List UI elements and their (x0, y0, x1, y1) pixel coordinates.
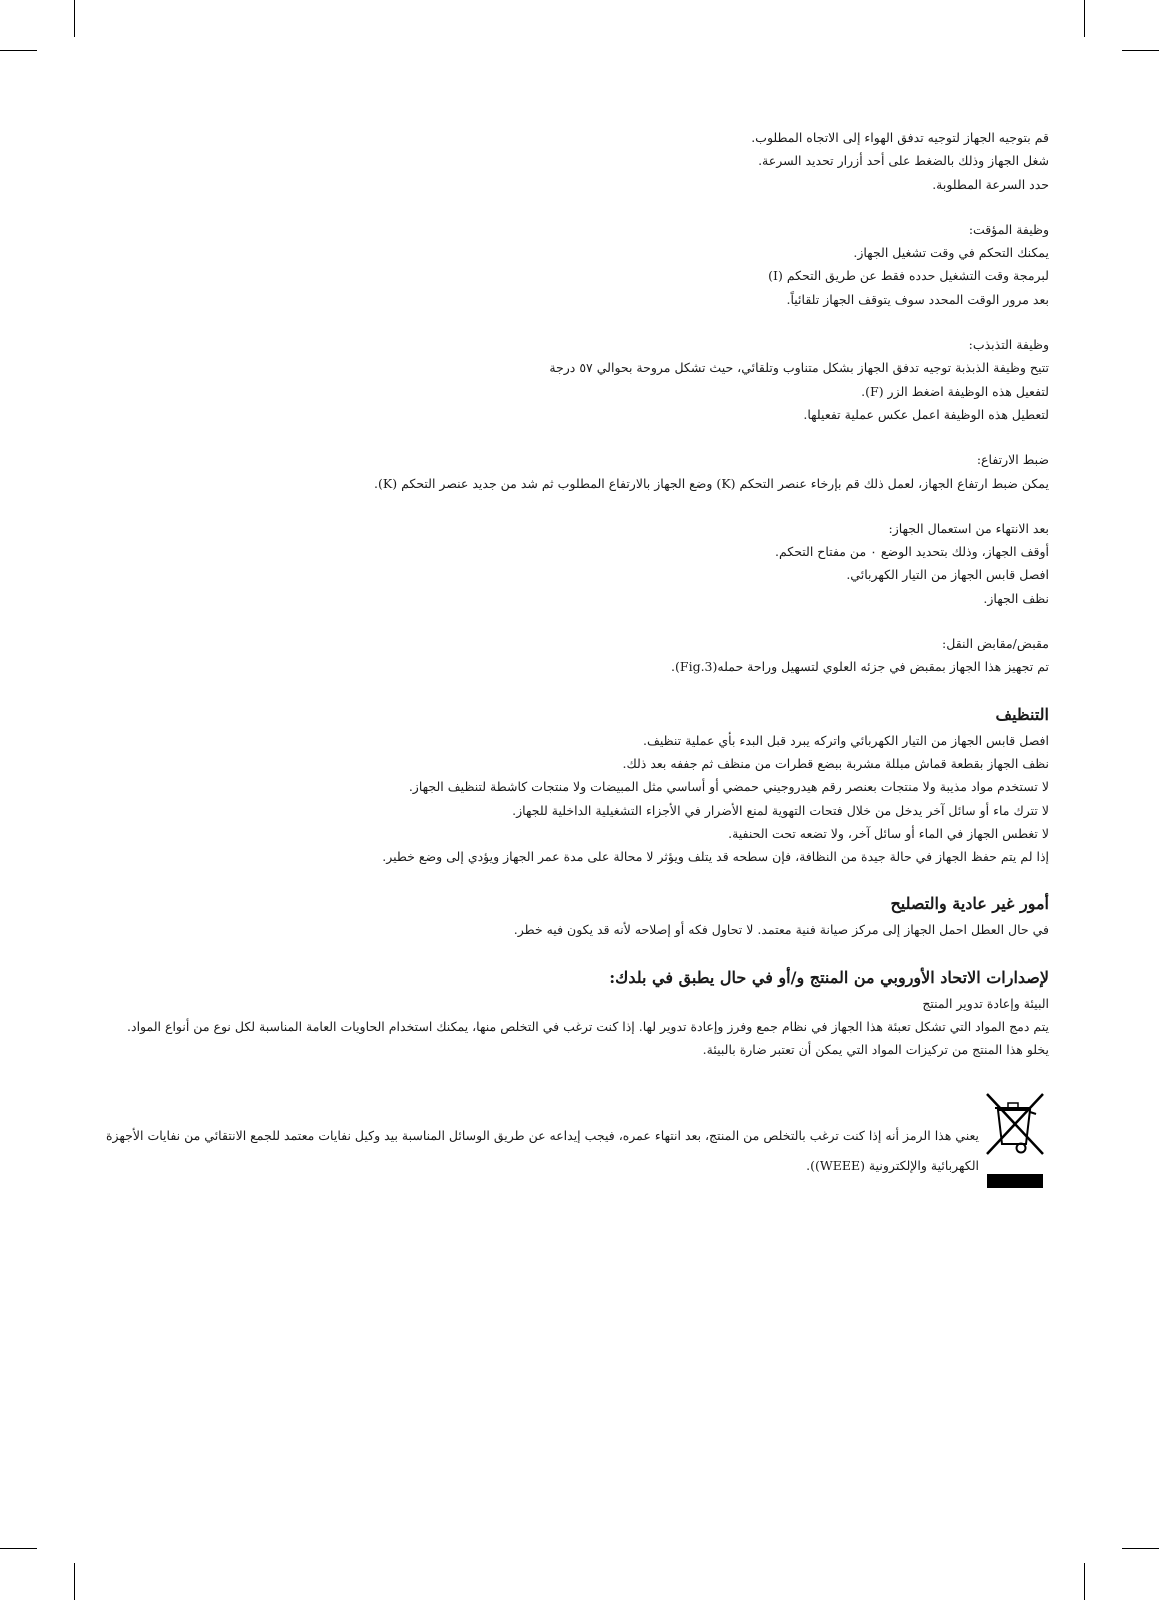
height-section (89, 448, 1049, 495)
paragraph-line: لا تترك ماء أو سائل آخر يدخل من خلال فتحات التهوية لمنع الأضرار في الأجزاء التشغيلية الداخلية للجهاز. (512, 802, 1049, 818)
timer-section (89, 218, 1049, 311)
section-title: وظيفة المؤقت: (968, 221, 1049, 237)
paragraph-line: نظف الجهاز. (983, 590, 1049, 606)
paragraph-line: تتيح وظيفة الذبذبة توجيه تدفق الجهاز بشكل متناوب وتلقائي، حيث تشكل مروحة بحوالي ٥٧ درجة (549, 360, 1049, 376)
crop-mark (1084, 1563, 1085, 1600)
paragraph-line: لا تستخدم مواد مذيبة ولا منتجات بعنصر رقم هيدروجيني حمضي أو أساسي مثل المبيضات ولا منتجات كاشطة لتنظيف الجهاز. (408, 779, 1049, 795)
paragraph-line: قم بتوجيه الجهاز لتوجيه تدفق الهواء إلى الاتجاه المطلوب. (751, 130, 1049, 145)
paragraph-line: إذا لم يتم حفظ الجهاز في حالة جيدة من النظافة، فإن سطحه قد يتلف ويؤثر لا محالة على مدة عمر الجهاز ويؤدي إلى وضع خطير. (382, 849, 1049, 865)
crossed-out-wheelie-bin-icon (981, 1088, 1049, 1196)
paragraph-line: لتعطيل هذه الوظيفة اعمل عكس عملية تفعيلها. (803, 406, 1049, 422)
after-use-section (89, 517, 1049, 610)
paragraph-line: افصل قابس الجهاز من التيار الكهربائي واتركه يبرد قبل البدء بأي عملية تنظيف. (642, 732, 1049, 748)
section-title: مقبض/مقابض النقل: (942, 636, 1049, 652)
crop-mark (74, 1563, 75, 1600)
page-content (89, 126, 1049, 1198)
paragraph-line: لا تغطس الجهاز في الماء أو سائل آخر، ولا تضعه تحت الحنفية. (728, 825, 1049, 841)
crop-mark (0, 50, 37, 51)
section-title: وظيفة التذبذب: (968, 337, 1049, 353)
paragraph-line: لتفعيل هذه الوظيفة اضغط الزر (F). (861, 383, 1049, 399)
paragraph-line: افصل قابس الجهاز من التيار الكهربائي. (846, 567, 1049, 583)
crop-mark (1122, 1548, 1159, 1549)
weee-notice (89, 1088, 1049, 1198)
paragraph-line: بعد مرور الوقت المحدد سوف يتوقف الجهاز تلقائياً. (786, 291, 1049, 307)
paragraph-line: شغل الجهاز وذلك بالضغط على أحد أزرار تحديد السرعة. (758, 153, 1049, 169)
paragraph-line: البيئة وإعادة تدوير المنتج (922, 995, 1049, 1011)
section-heading: أمور غير عادية والتصليح (890, 894, 1049, 914)
paragraph-line: في حال العطل احمل الجهاز إلى مركز صيانة فنية معتمد. لا تحاول فكه أو إصلاحه لأنه قد يكون فيه خطر. (513, 922, 1049, 938)
paragraph-line: يتم دمج المواد التي تشكل تعبئة هذا الجهاز في نظام جمع وفرز وإعادة تدوير لها. إذا كنت ترغب في التخلص منها، يمكنك استخدام الحاويات العامة المناسبة لكل نوع من أنواع المواد. (127, 1019, 1049, 1035)
paragraph-line: لبرمجة وقت التشغيل حدده فقط عن طريق التحكم (I) (768, 268, 1049, 284)
paragraph-line: أوقف الجهاز، وذلك بتحديد الوضع ٠ من مفتاح التحكم. (775, 544, 1049, 560)
section-title: ضبط الارتفاع: (976, 452, 1049, 468)
section-heading: التنظيف (995, 704, 1049, 724)
paragraph-line: يمكن ضبط ارتفاع الجهاز، لعمل ذلك قم بإرخاء عنصر التحكم (K) وضع الجهاز بالارتفاع المطلوب ثم شد من جديد عنصر التحكم (K). (374, 475, 1049, 491)
paragraph-line: يمكنك التحكم في وقت تشغيل الجهاز. (853, 245, 1049, 261)
eu-section (89, 964, 1049, 1198)
section-heading: لإصدارات الاتحاد الأوروبي من المنتج و/أو في حال يطبق في بلدك: (609, 967, 1049, 987)
handle-section (89, 632, 1049, 679)
paragraph-line: تم تجهيز هذا الجهاز بمقبض في جزئه العلوي لتسهيل وراحة حمله(Fig.3). (671, 659, 1049, 675)
crop-mark (1122, 50, 1159, 51)
crop-mark (0, 1548, 37, 1549)
paragraph-line: نظف الجهاز بقطعة قماش مبللة مشربة ببضع قطرات من منظف ثم جففه بعد ذلك. (622, 755, 1049, 771)
paragraph-line: يخلو هذا المنتج من تركيزات المواد التي يمكن أن تعتبر ضارة بالبيئة. (702, 1042, 1049, 1058)
crop-mark (74, 0, 75, 37)
crop-mark (1084, 0, 1085, 37)
weee-text: يعني هذا الرمز أنه إذا كنت ترغب بالتخلص من المنتج، بعد انتهاء عمره، فيجب إيداعه عن طريق الوسائل المناسبة بيد وكيل نفايات معتمد للجمع الانتقائي من نفايات الأجهزة الكهربائية والإلكترونية (WEEE)). (105, 1127, 979, 1173)
usage-section (89, 126, 1049, 196)
repair-section (89, 890, 1049, 941)
cleaning-section (89, 701, 1049, 869)
paragraph-line: حدد السرعة المطلوبة. (932, 176, 1049, 192)
section-title: بعد الانتهاء من استعمال الجهاز: (888, 520, 1049, 536)
oscillation-section (89, 333, 1049, 426)
